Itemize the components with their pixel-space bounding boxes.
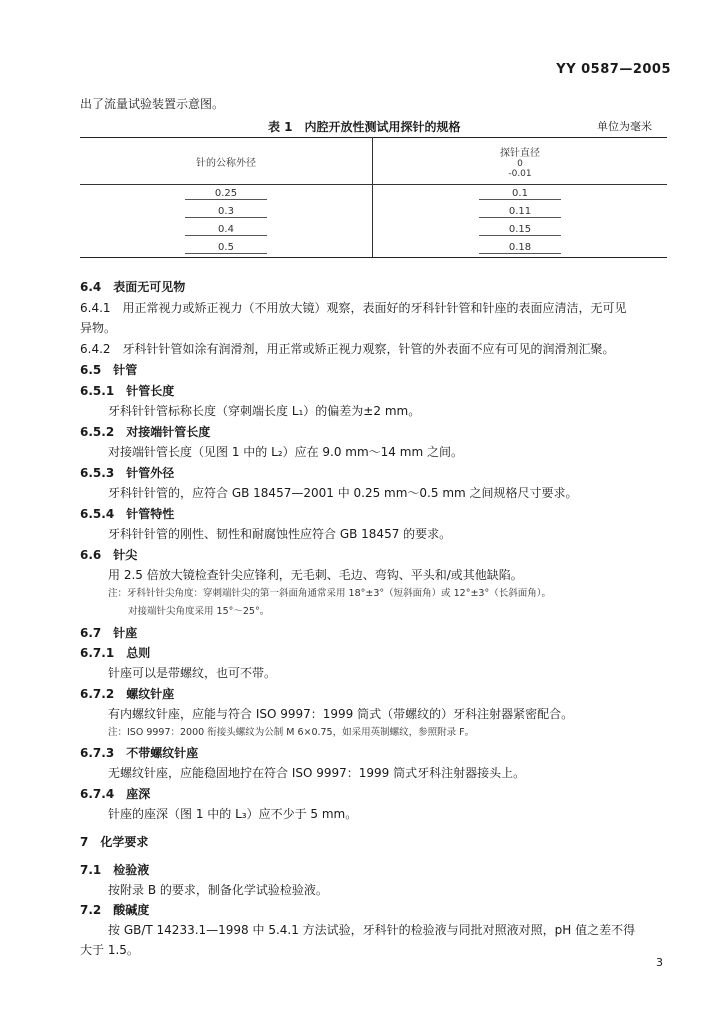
- standard-code: YY 0587—2005: [556, 62, 671, 77]
- table-row: [80, 185, 667, 204]
- section-heading: 6.5.4 针管特性: [80, 507, 175, 521]
- note-line: 对接端针尖角度采用 15°～25°。: [128, 606, 270, 617]
- probe-cell: 0.1: [479, 188, 561, 200]
- note-line: 注：ISO 9997：2000 衔接头螺纹为公制 M 6×0.75，如采用英制螺纹，参照附录 F。: [108, 727, 475, 738]
- section-heading: 6.6 针尖: [80, 548, 138, 562]
- section-heading: 6.5.2 对接端针管长度: [80, 425, 211, 439]
- section-heading: 6.5.1 针管长度: [80, 384, 175, 398]
- paragraph-line: 牙科针针管的刚性、韧性和耐腐蚀性应符合 GB 18457 的要求。: [108, 527, 452, 541]
- paragraph-line: 针座可以是带螺纹，也可不带。: [108, 666, 277, 680]
- paragraph-line: 牙科针针管标称长度（穿刺端长度 L₁）的偏差为±2 mm。: [108, 404, 421, 418]
- page-number: 3: [656, 956, 663, 969]
- probe-cell: 0.11: [479, 206, 561, 218]
- table-row: [80, 239, 667, 258]
- paragraph-line: 异物。: [80, 321, 117, 335]
- paragraph-line: 按 GB/T 14233.1—1998 中 5.4.1 方法试验，牙科针的检验液与同批对照液对照，pH 值之差不得: [108, 923, 636, 937]
- paragraph-line: 对接端针管长度（见图 1 中的 L₂）应在 9.0 mm～14 mm 之间。: [108, 445, 463, 459]
- table-row: [80, 221, 667, 239]
- section-heading: 6.4 表面无可见物: [80, 280, 186, 294]
- col-header-dev-top: 0: [517, 158, 523, 169]
- paragraph-line: 无螺纹针座，应能稳固地拧在符合 ISO 9997：1999 筒式牙科注射器接头上。: [108, 766, 526, 780]
- paragraph-line: 针座的座深（图 1 中的 L₃）应不少于 5 mm。: [108, 807, 358, 821]
- paragraph-line: 牙科针针管的，应符合 GB 18457—2001 中 0.25 mm～0.5 mm 之间规格尺寸要求。: [108, 486, 578, 500]
- note-line: 注：牙科针针尖角度：穿刺端针尖的第一斜面角通常采用 18°±3°（短斜面角）或 12°±3°（长斜面角）。: [108, 588, 551, 599]
- col-header-od: 针的公称外径: [80, 138, 373, 185]
- section-heading: 7 化学要求: [80, 835, 149, 849]
- section-heading: 6.5.3 针管外径: [80, 466, 175, 480]
- intro-text: 出了流量试验装置示意图。: [80, 97, 225, 111]
- probe-spec-table: [80, 137, 667, 258]
- table-row: [80, 203, 667, 221]
- od-cell: 0.5: [185, 242, 267, 254]
- table-caption: 表 1 内腔开放性测试用探针的规格: [268, 120, 461, 134]
- od-cell: 0.25: [185, 188, 267, 200]
- section-heading: 7.1 检验液: [80, 863, 150, 877]
- paragraph-line: 6.4.2 牙科针针管如涂有润滑剂，用正常或矫正视力观察，针管的外表面不应有可见的润滑剂汇聚。: [80, 342, 615, 356]
- section-heading: 6.7.3 不带螺纹针座: [80, 746, 199, 760]
- section-heading: 6.7.1 总则: [80, 646, 151, 660]
- table-unit: 单位为毫米: [597, 120, 652, 133]
- col-header-probe: [373, 138, 668, 185]
- od-cell: 0.4: [185, 224, 267, 236]
- section-heading: 7.2 酸碱度: [80, 903, 150, 917]
- probe-cell: 0.18: [479, 242, 561, 254]
- section-heading: 6.5 针管: [80, 363, 138, 377]
- section-heading: 6.7.2 螺纹针座: [80, 687, 175, 701]
- paragraph-line: 有内螺纹针座，应能与符合 ISO 9997：1999 筒式（带螺纹的）牙科注射器紧密配合。: [108, 707, 574, 721]
- paragraph-line: 6.4.1 用正常视力或矫正视力（不用放大镜）观察，表面好的牙科针针管和针座的表面应清洁，无可见: [80, 301, 627, 315]
- section-heading: 6.7 针座: [80, 626, 138, 640]
- section-heading: 6.7.4 座深: [80, 787, 151, 801]
- col-header-probe-label: 探针直径: [500, 147, 540, 159]
- paragraph-line: 大于 1.5。: [80, 943, 139, 957]
- od-cell: 0.3: [185, 206, 267, 218]
- col-header-dev-bottom: -0.01: [508, 168, 532, 179]
- probe-cell: 0.15: [479, 224, 561, 236]
- paragraph-line: 按附录 B 的要求，制备化学试验检验液。: [108, 883, 328, 897]
- paragraph-line: 用 2.5 倍放大镜检查针尖应锋利，无毛刺、毛边、弯钩、平头和/或其他缺陷。: [108, 568, 523, 582]
